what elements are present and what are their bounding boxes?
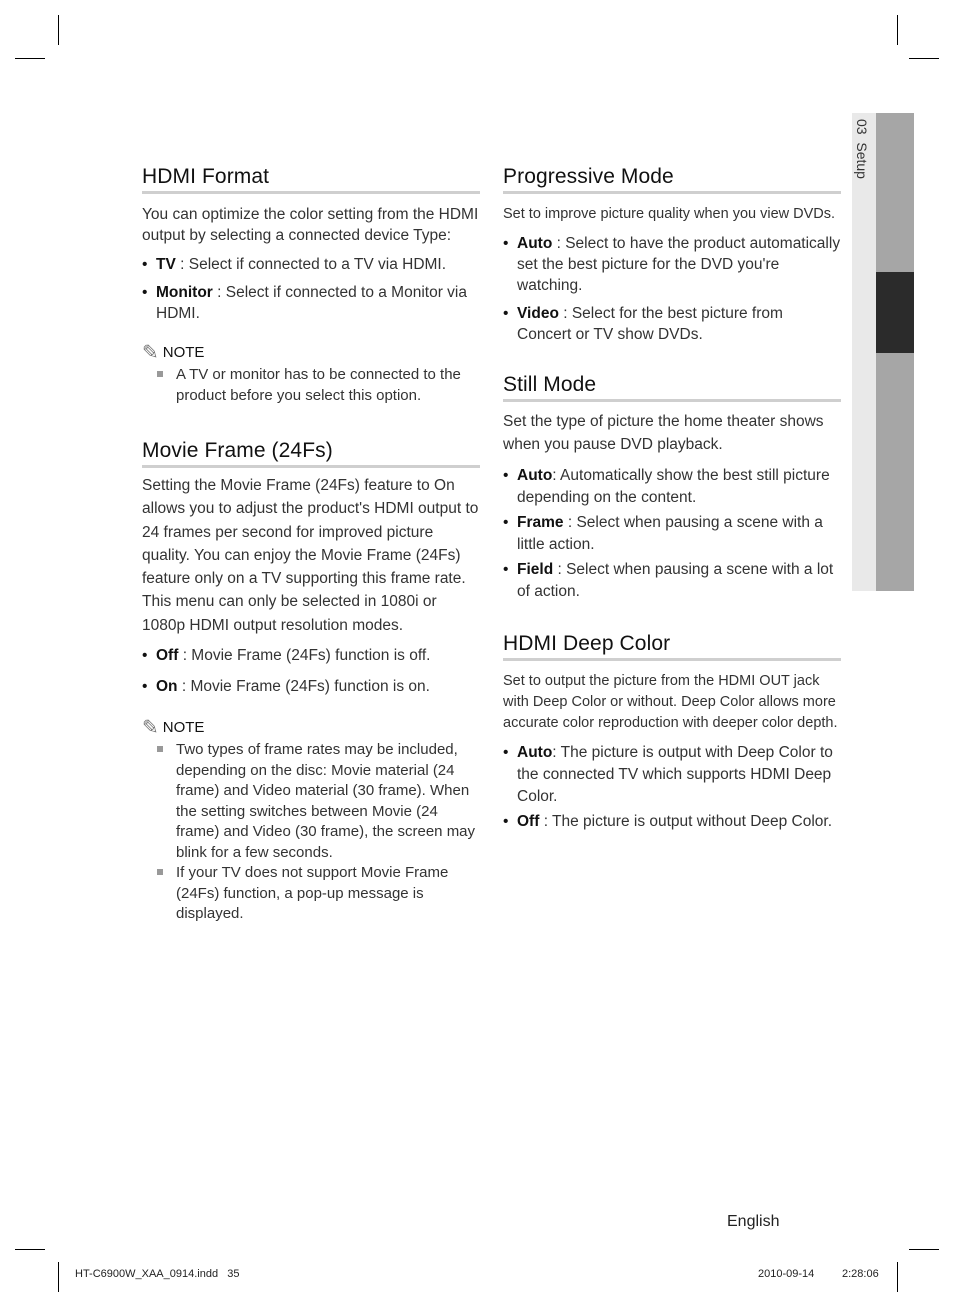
section-intro: Set to improve picture quality when you view DVDs. [503,206,836,222]
option-desc: : Select to have the product automatically set the best picture for the DVD you're watching. [517,235,841,294]
option-term: Auto [517,743,553,761]
note-item: Two types of frame rates may be included, depending on the disc: Movie material (24 frame) and Video material (30 frame). When the setting switches between Movie (24 frame) and Video (30 frame), the screen may blink for a few seconds. [176,740,480,863]
section-title: HDMI Deep Color [503,632,841,661]
pencil-icon: ✎ [142,716,159,739]
option-desc: : Select when pausing a scene with a little action. [517,513,823,554]
note-list [142,740,480,925]
list-item [142,254,480,275]
section-title: Still Mode [503,373,841,402]
crop-mark [15,58,45,59]
option-term: On [156,678,178,696]
chapter-side-tab [852,113,914,591]
note-heading [142,716,480,739]
chapter-tab-marker [876,272,914,353]
crop-mark [909,1249,939,1250]
option-term: Off [517,812,540,830]
right-column [503,165,841,839]
section-hdmi-deep-color [503,632,841,832]
list-item [503,742,841,808]
option-desc: : Select for the best picture from Concert or TV show DVDs. [517,305,783,343]
list-item [503,512,841,557]
list-item [142,676,480,697]
section-title: Movie Frame (24Fs) [142,439,480,468]
section-intro: Set to output the picture from the HDMI OUT jack with Deep Color or without. Deep Color allows more accurate color reproduction with deeper color depth. [503,672,838,731]
slug-time: 2:28:06 [842,1268,879,1280]
list-item [503,465,841,510]
note-heading [142,341,480,364]
option-list [142,254,480,324]
option-term: Auto [517,235,553,252]
section-intro: Setting the Movie Frame (24Fs) feature to On allows you to adjust the product's HDMI output to 24 frames per second for improved picture quality. You can enjoy the Movie Frame (24Fs) feature only on a TV supporting this frame rate. This menu can only be selected in 1080i or 1080p HDMI output resolution modes. [142,477,479,634]
section-movie-frame [142,439,480,925]
crop-mark [897,1262,898,1292]
note-list [142,365,480,406]
option-term: TV [156,256,176,273]
option-desc: : The picture is output without Deep Color. [539,812,833,830]
note-label: NOTE [162,719,205,737]
note-label: NOTE [162,344,205,361]
slug-file-name: HT-C6900W_XAA_0914.indd 35 [75,1268,240,1280]
list-item [503,303,841,345]
crop-mark [15,1249,45,1250]
option-desc: : Movie Frame (24Fs) function is on. [177,678,430,696]
option-term: Video [517,305,559,322]
option-desc: : Movie Frame (24Fs) function is off. [178,647,431,665]
option-desc: : The picture is output with Deep Color to the connected TV which supports HDMI Deep Color. [517,743,833,805]
pencil-icon: ✎ [142,341,159,364]
page-language-label: English [727,1213,780,1230]
option-term: Auto [517,466,553,484]
section-progressive-mode [503,165,841,345]
list-item [503,233,841,296]
chapter-tab-label: 03 Setup [854,119,870,179]
chapter-tab-light-strip [852,113,876,591]
list-item [142,645,480,666]
slug-date: 2010-09-14 [758,1268,815,1280]
option-term: Off [156,647,179,665]
section-hdmi-format [142,165,480,406]
section-still-mode [503,373,841,604]
option-term: Monitor [156,284,213,301]
option-term: Field [517,560,554,578]
list-item [503,559,841,604]
section-intro: You can optimize the color setting from the HDMI output by selecting a connected device Type: [142,206,479,244]
crop-mark [58,15,59,45]
crop-mark [897,15,898,45]
section-title: Progressive Mode [503,165,841,194]
note-item: A TV or monitor has to be connected to the product before you select this option. [176,365,480,406]
crop-mark [909,58,939,59]
option-desc: : Select if connected to a Monitor via HDMI. [156,284,467,322]
option-list [503,465,841,604]
crop-mark [58,1262,59,1292]
option-desc: : Select if connected to a TV via HDMI. [175,256,447,273]
section-title: HDMI Format [142,165,480,194]
option-list [503,742,841,832]
list-item [142,282,480,324]
section-intro: Set the type of picture the home theater shows when you pause DVD playback. [503,413,824,454]
left-column [142,165,480,925]
option-term: Frame [517,513,564,531]
option-list [142,645,480,697]
option-desc: : Automatically show the best still picture depending on the content. [517,466,830,507]
option-desc: : Select when pausing a scene with a lot of action. [517,560,834,601]
note-item: If your TV does not support Movie Frame (24Fs) function, a pop-up message is displayed. [176,863,480,925]
list-item [503,811,841,832]
option-list [503,233,841,345]
